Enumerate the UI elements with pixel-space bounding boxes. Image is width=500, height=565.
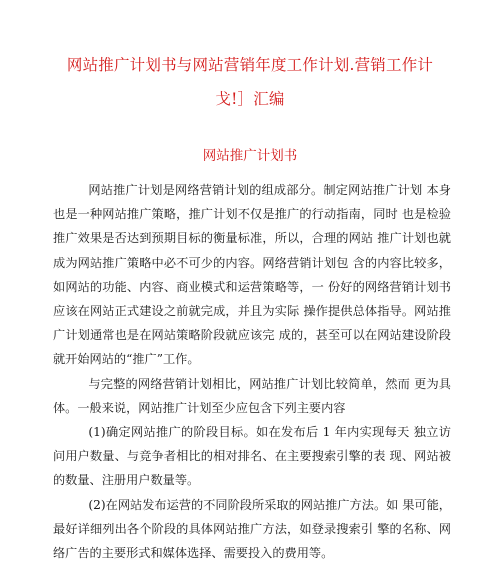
- paragraph-item-1: (1)确定网站推广的阶段目标。如在发布后 1 年内实现每天 独立访问用户数量、与竞争者相比的相对排名、在主要搜索引擎的表 现、网站被的数量、注册用户数量等。: [53, 425, 451, 488]
- document-body: [53, 178, 451, 565]
- document-title: 网站推广计划书与网站营销年度工作计划.营销工作计戈!］汇编: [66, 56, 434, 108]
- paragraph-comparison: 与完整的网络营销计划相比，网站推广计划比较简单，然而 更为具体。一般来说，网站推广计划至少应包含下列主要内容: [53, 376, 451, 415]
- paragraph-intro: 网站推广计划是网络营销计划的组成部分。制定网站推广计划 本身也是一种网站推广策略，推广计划不仅是推广的行动指南，同时 也是检验推广效果是否达到预期目标的衡量标准，所以，合理的网站 推广计划也就成为网站推广策略中必不可少的内容。网络营销计划包 含的内容比较多，如网站的功能、内容、商业模式和运营策略等，一 份好的网络营销计划书应该在网站正式建设之前就完成，并且为实际 操作提供总体指导。网站推广计划通常也是在网站策略阶段就应该完 成的，甚至可以在网站建设阶段就开始网站的“推广”工作。: [53, 183, 451, 367]
- section-heading: 网站推广计划书: [202, 148, 298, 164]
- paragraph-item-2: (2)在网站发布运营的不同阶段所采取的网站推广方法。如 果可能，最好详细列出各个阶段的具体网站推广方法，如登录搜索引 擎的名称、网络广告的主要形式和媒体选择、需要投入的费用等。: [53, 497, 451, 561]
